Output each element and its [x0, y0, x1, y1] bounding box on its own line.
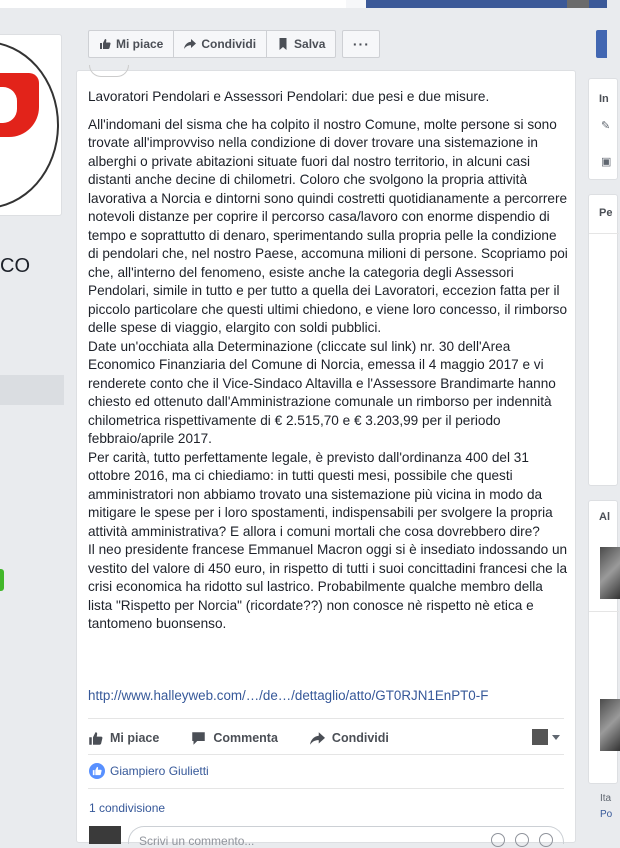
post-paragraph: Date un'occhiata alla Determinazione (cliccate sul link) nr. 30 dell'Area Economico Finanziaria del Comune di Norcia, emessa il 4 maggio 2017 e vi renderete conto che il Vice-Sindaco Altavilla e l'Assessore Brandimarte hanno chiesto ed ottenuto dall'Amministrazione comunale un rimborso per indennità chilometrica rispettivamente di € 2.515,70 e € 3.203,99 per il periodo febbraio/aprile 2017. — [88, 338, 556, 446]
right-card-title: In — [599, 93, 609, 105]
share-arrow-icon — [184, 38, 196, 50]
post-like-button[interactable] — [88, 731, 159, 746]
post-share-button[interactable] — [310, 731, 389, 746]
page-share-button[interactable] — [174, 31, 267, 57]
right-card-title: Al — [599, 511, 610, 523]
post-external-link[interactable]: http://www.halleyweb.com/…/de…/dettaglio/atto/GT0RJN1EnPT0-F — [88, 688, 489, 703]
post-comment-label: Commenta — [213, 731, 278, 745]
divider — [589, 611, 619, 612]
thumbs-up-icon — [88, 731, 103, 746]
pencil-icon: ✎ — [601, 120, 611, 132]
post-body — [88, 88, 570, 634]
comment-bubble-icon — [191, 731, 206, 746]
post-comment-button[interactable] — [191, 731, 278, 746]
comment-composer — [88, 826, 564, 848]
page-save-button[interactable] — [267, 31, 335, 57]
gif-icon[interactable] — [539, 833, 553, 847]
page-save-label: Salva — [294, 37, 326, 51]
camera-icon[interactable] — [515, 833, 529, 847]
likes-summary[interactable] — [89, 763, 209, 779]
post-author-avatar[interactable] — [89, 65, 129, 77]
page-avatar-small — [532, 729, 548, 745]
search-input[interactable] — [0, 0, 362, 8]
top-navigation-bar — [0, 0, 607, 8]
comment-input[interactable] — [128, 826, 564, 848]
divider — [589, 233, 619, 234]
thumbs-up-icon — [99, 38, 111, 50]
right-info-card — [588, 78, 618, 180]
left-nav-selected-item[interactable] — [0, 375, 64, 405]
right-albums-card — [588, 500, 618, 784]
page-profile-picture[interactable] — [0, 34, 62, 216]
post-card — [76, 70, 576, 848]
user-avatar[interactable] — [567, 0, 589, 8]
left-column — [0, 8, 76, 843]
page-share-label: Condividi — [201, 37, 257, 51]
post-paragraph: Per carità, tutto perfettamente legale, è previsto dall'ordinanza 400 del 31 ottobre 2016, ma ci chiediamo: in tutti questi mesi, possibile che questi amministratori non abbiamo trovato una sistemazione più vicina in modo da mitigare le spese per i loro spostamenti, indispensabili per svolgere la propria attività amministrativa? E allora i comuni mortali che cosa dovrebbero dire? — [88, 449, 553, 539]
post-reaction-bar — [88, 723, 564, 753]
shares-count[interactable]: 1 condivisione — [89, 801, 166, 815]
footer-language[interactable]: Ita — [600, 793, 612, 804]
footer-link[interactable]: Po — [600, 809, 613, 820]
post-share-label: Condividi — [331, 731, 389, 745]
more-options-button[interactable] — [342, 30, 380, 58]
right-people-card — [588, 194, 618, 486]
primary-action-button[interactable] — [596, 30, 607, 58]
page-action-group — [88, 30, 336, 58]
post-as-selector[interactable] — [532, 729, 560, 745]
page-like-label: Mi piace — [116, 37, 164, 51]
logo-red-shape — [0, 73, 39, 137]
post-like-label: Mi piace — [110, 731, 160, 745]
page-like-button[interactable] — [89, 31, 174, 57]
divider — [88, 754, 564, 755]
chevron-down-icon — [552, 735, 560, 740]
party-logo — [0, 41, 59, 209]
liked-by-name[interactable]: Giampiero Giulietti — [110, 764, 209, 778]
share-arrow-icon — [310, 731, 325, 746]
like-reaction-icon — [89, 763, 105, 779]
page-name[interactable]: CO — [0, 255, 30, 277]
post-paragraph: Il neo presidente francese Emmanuel Macron oggi si è insediato indossando un vestito del valore di 450 euro, in rispetto di tutti i suoi concittadini francesi che la crisi economica ha ridotto sul lastrico. Probabilmente qualche membro della lista "Rispetto per Norcia" (ricordate??) non conosce nè rispetto nè etica e tantomeno buonsenso. — [88, 542, 568, 631]
post-paragraph: All'indomani del sisma che ha colpito il nostro Comune, molte persone si sono trovate all'improvviso nella condizione di dover trovare una sistemazione in alberghi o private abitazioni situate fuori dal nostro territorio, in alcuni casi distanti anche decine di chilometri. Coloro che svolgono la propria attività lavorativa a Norcia e dintorni sono quindi costretti quotidianamente a percorrere notevoli distanze per coprire il percorso casa/lavoro con enorme dispendio di tempo e soprattutto di denaro, sperimentando sulla propria pelle la condizione di pendolari che, nel nostro Paese, accomuna milioni di persone. Scopriamo poi che, all'interno del fenomeno, esiste anche la categoria degli Assessori Pendolari, simile in tutto e per tutto a quella dei Lavoratori, eccezion fatta per il piccolo particolare che questi ultimi chiedono, e viene loro concesso, il rimborso delle spese di viaggio, elargito con soldi pubblici. — [88, 116, 568, 335]
album-thumbnail[interactable] — [600, 547, 620, 599]
emoji-icon[interactable] — [491, 833, 505, 847]
page-action-bar — [88, 30, 380, 58]
left-green-button[interactable] — [0, 569, 4, 591]
post-title: Lavoratori Pendolari e Assessori Pendolari: due pesi e due misure. — [88, 89, 490, 104]
commenter-avatar — [89, 826, 121, 844]
divider — [88, 788, 564, 789]
album-thumbnail[interactable] — [600, 699, 620, 751]
comment-tools — [491, 833, 553, 847]
more-dots-icon: ··· — [352, 36, 370, 52]
right-card-title: Pe — [599, 207, 613, 219]
comment-placeholder: Scrivi un commento... — [139, 834, 255, 848]
bookmark-icon — [277, 38, 289, 50]
page-icon: ▣ — [601, 156, 612, 168]
divider — [88, 718, 564, 719]
search-button[interactable] — [346, 0, 366, 8]
